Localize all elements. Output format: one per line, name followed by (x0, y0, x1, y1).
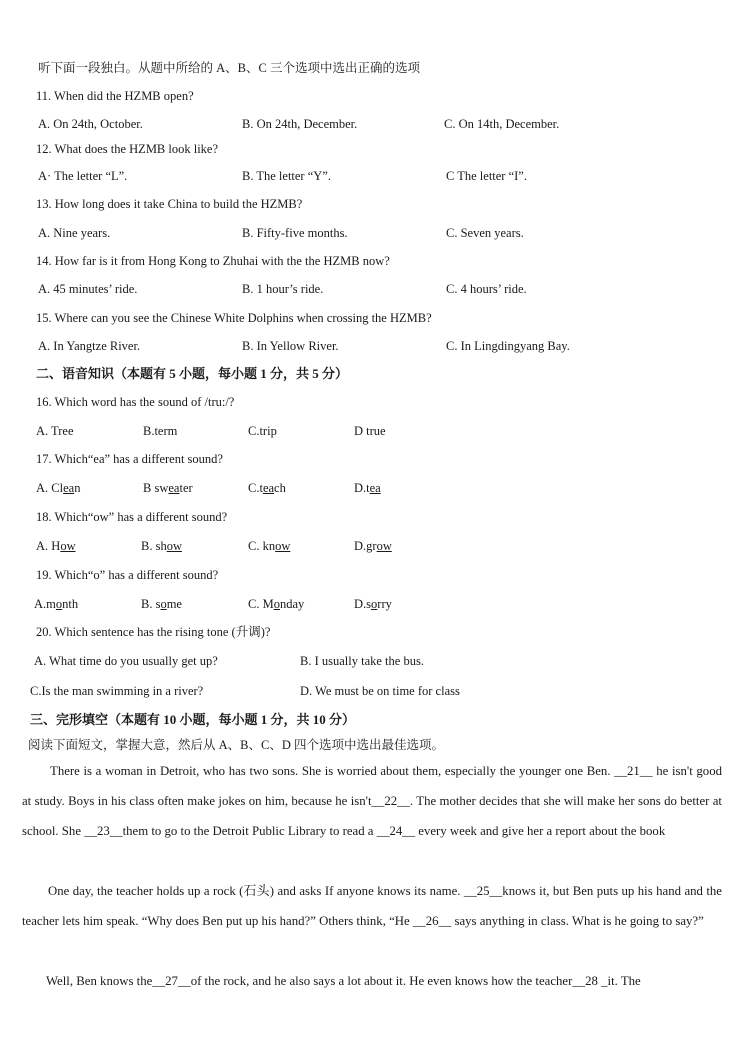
question-12: 12. What does the HZMB look like? (36, 142, 219, 156)
q17-option-c: C.teach (248, 481, 286, 495)
section3-intro: 阅读下面短文，掌握大意，然后从 A、B、C、D 四个选项中选出最佳选项。 (28, 738, 444, 752)
passage-paragraph-1: There is a woman in Detroit, who has two sons. She is worried about them, especially the younger one Ben. __21__ he isn't good at study. Boys in his class often make jokes on him, because he isn't__22__. The mother decides that she will make her sons do better at school. She __23__them to go to the Detroit Public Library to read a __24__ every week and give her a report about the book (22, 764, 722, 838)
q19-option-a: A.month (34, 597, 79, 611)
passage-paragraph-3: Well, Ben knows the__27__of the rock, and he also says a lot about it. He even knows how the teacher__28 _it. The (46, 974, 641, 988)
q15-option-c: C. In Lingdingyang Bay. (446, 339, 570, 353)
q19-option-d: D.sorry (354, 597, 392, 611)
q12-option-c: C The letter “I”. (446, 169, 527, 183)
question-20: 20. Which sentence has the rising tone (升调)? (36, 625, 271, 639)
q11-option-b: B. On 24th, December. (242, 117, 358, 131)
q20-option-d: D. We must be on time for class (300, 684, 460, 698)
passage-paragraph-2: One day, the teacher holds up a rock (石头) and asks If anyone knows its name. __25__knows it, but Ben puts up his hand and the teacher lets him speak. “Why does Ben put up his hand?” Others think, “He __26__ says anything in class. What is he going to say?” (22, 884, 722, 928)
q11-option-c: C. On 14th, December. (444, 117, 560, 131)
question-15: 15. Where can you see the Chinese White Dolphins when crossing the HZMB? (36, 311, 432, 325)
question-14: 14. How far is it from Hong Kong to Zhuhai with the the HZMB now? (36, 254, 390, 268)
q12-option-a: A· The letter “L”. (38, 169, 128, 183)
q13-option-b: B. Fifty-five months. (242, 226, 348, 240)
q16-option-d: D true (354, 424, 386, 438)
question-16: 16. Which word has the sound of /tru:/? (36, 395, 235, 409)
section2-heading: 二、语音知识（本题有 5 小题，每小题 1 分，共 5 分） (36, 366, 349, 381)
question-19: 19. Which“o” has a different sound? (36, 568, 219, 582)
q17-option-b: B sweater (143, 481, 193, 495)
q14-option-c: C. 4 hours’ ride. (446, 282, 527, 296)
q13-option-a: A. Nine years. (38, 226, 111, 240)
q20-option-a: A. What time do you usually get up? (34, 654, 218, 668)
q18-option-a: A. How (36, 539, 76, 553)
question-11: 11. When did the HZMB open? (36, 89, 194, 103)
q20-option-b: B. I usually take the bus. (300, 654, 424, 668)
q18-option-c: C. know (248, 539, 291, 553)
q14-option-b: B. 1 hour’s ride. (242, 282, 324, 296)
q15-option-a: A. In Yangtze River. (38, 339, 141, 353)
q16-option-a: A. Tree (36, 424, 74, 438)
q17-option-a: A. Clean (36, 481, 81, 495)
question-13: 13. How long does it take China to build the HZMB? (36, 197, 303, 211)
q17-option-d: D.tea (354, 481, 381, 495)
q19-option-c: C. Monday (248, 597, 305, 611)
q14-option-a: A. 45 minutes’ ride. (38, 282, 138, 296)
q19-option-b: B. some (141, 597, 182, 611)
section3-heading: 三、完形填空（本题有 10 小题，每小题 1 分，共 10 分） (30, 712, 356, 727)
question-18: 18. Which“ow” has a different sound? (36, 510, 228, 524)
q16-option-c: C.trip (248, 424, 277, 438)
q11-option-a: A. On 24th, October. (38, 117, 143, 131)
question-17: 17. Which“ea” has a different sound? (36, 452, 223, 466)
q13-option-c: C. Seven years. (446, 226, 524, 240)
q15-option-b: B. In Yellow River. (242, 339, 339, 353)
q18-option-d: D.grow (354, 539, 392, 553)
q16-option-b: B.term (143, 424, 178, 438)
q20-option-c: C.Is the man swimming in a river? (30, 684, 204, 698)
q18-option-b: B. show (141, 539, 182, 553)
section1-intro: 听下面一段独白。从题中所给的 A、B、C 三个选项中选出正确的选项 (38, 61, 420, 75)
q12-option-b: B. The letter “Y”. (242, 169, 331, 183)
